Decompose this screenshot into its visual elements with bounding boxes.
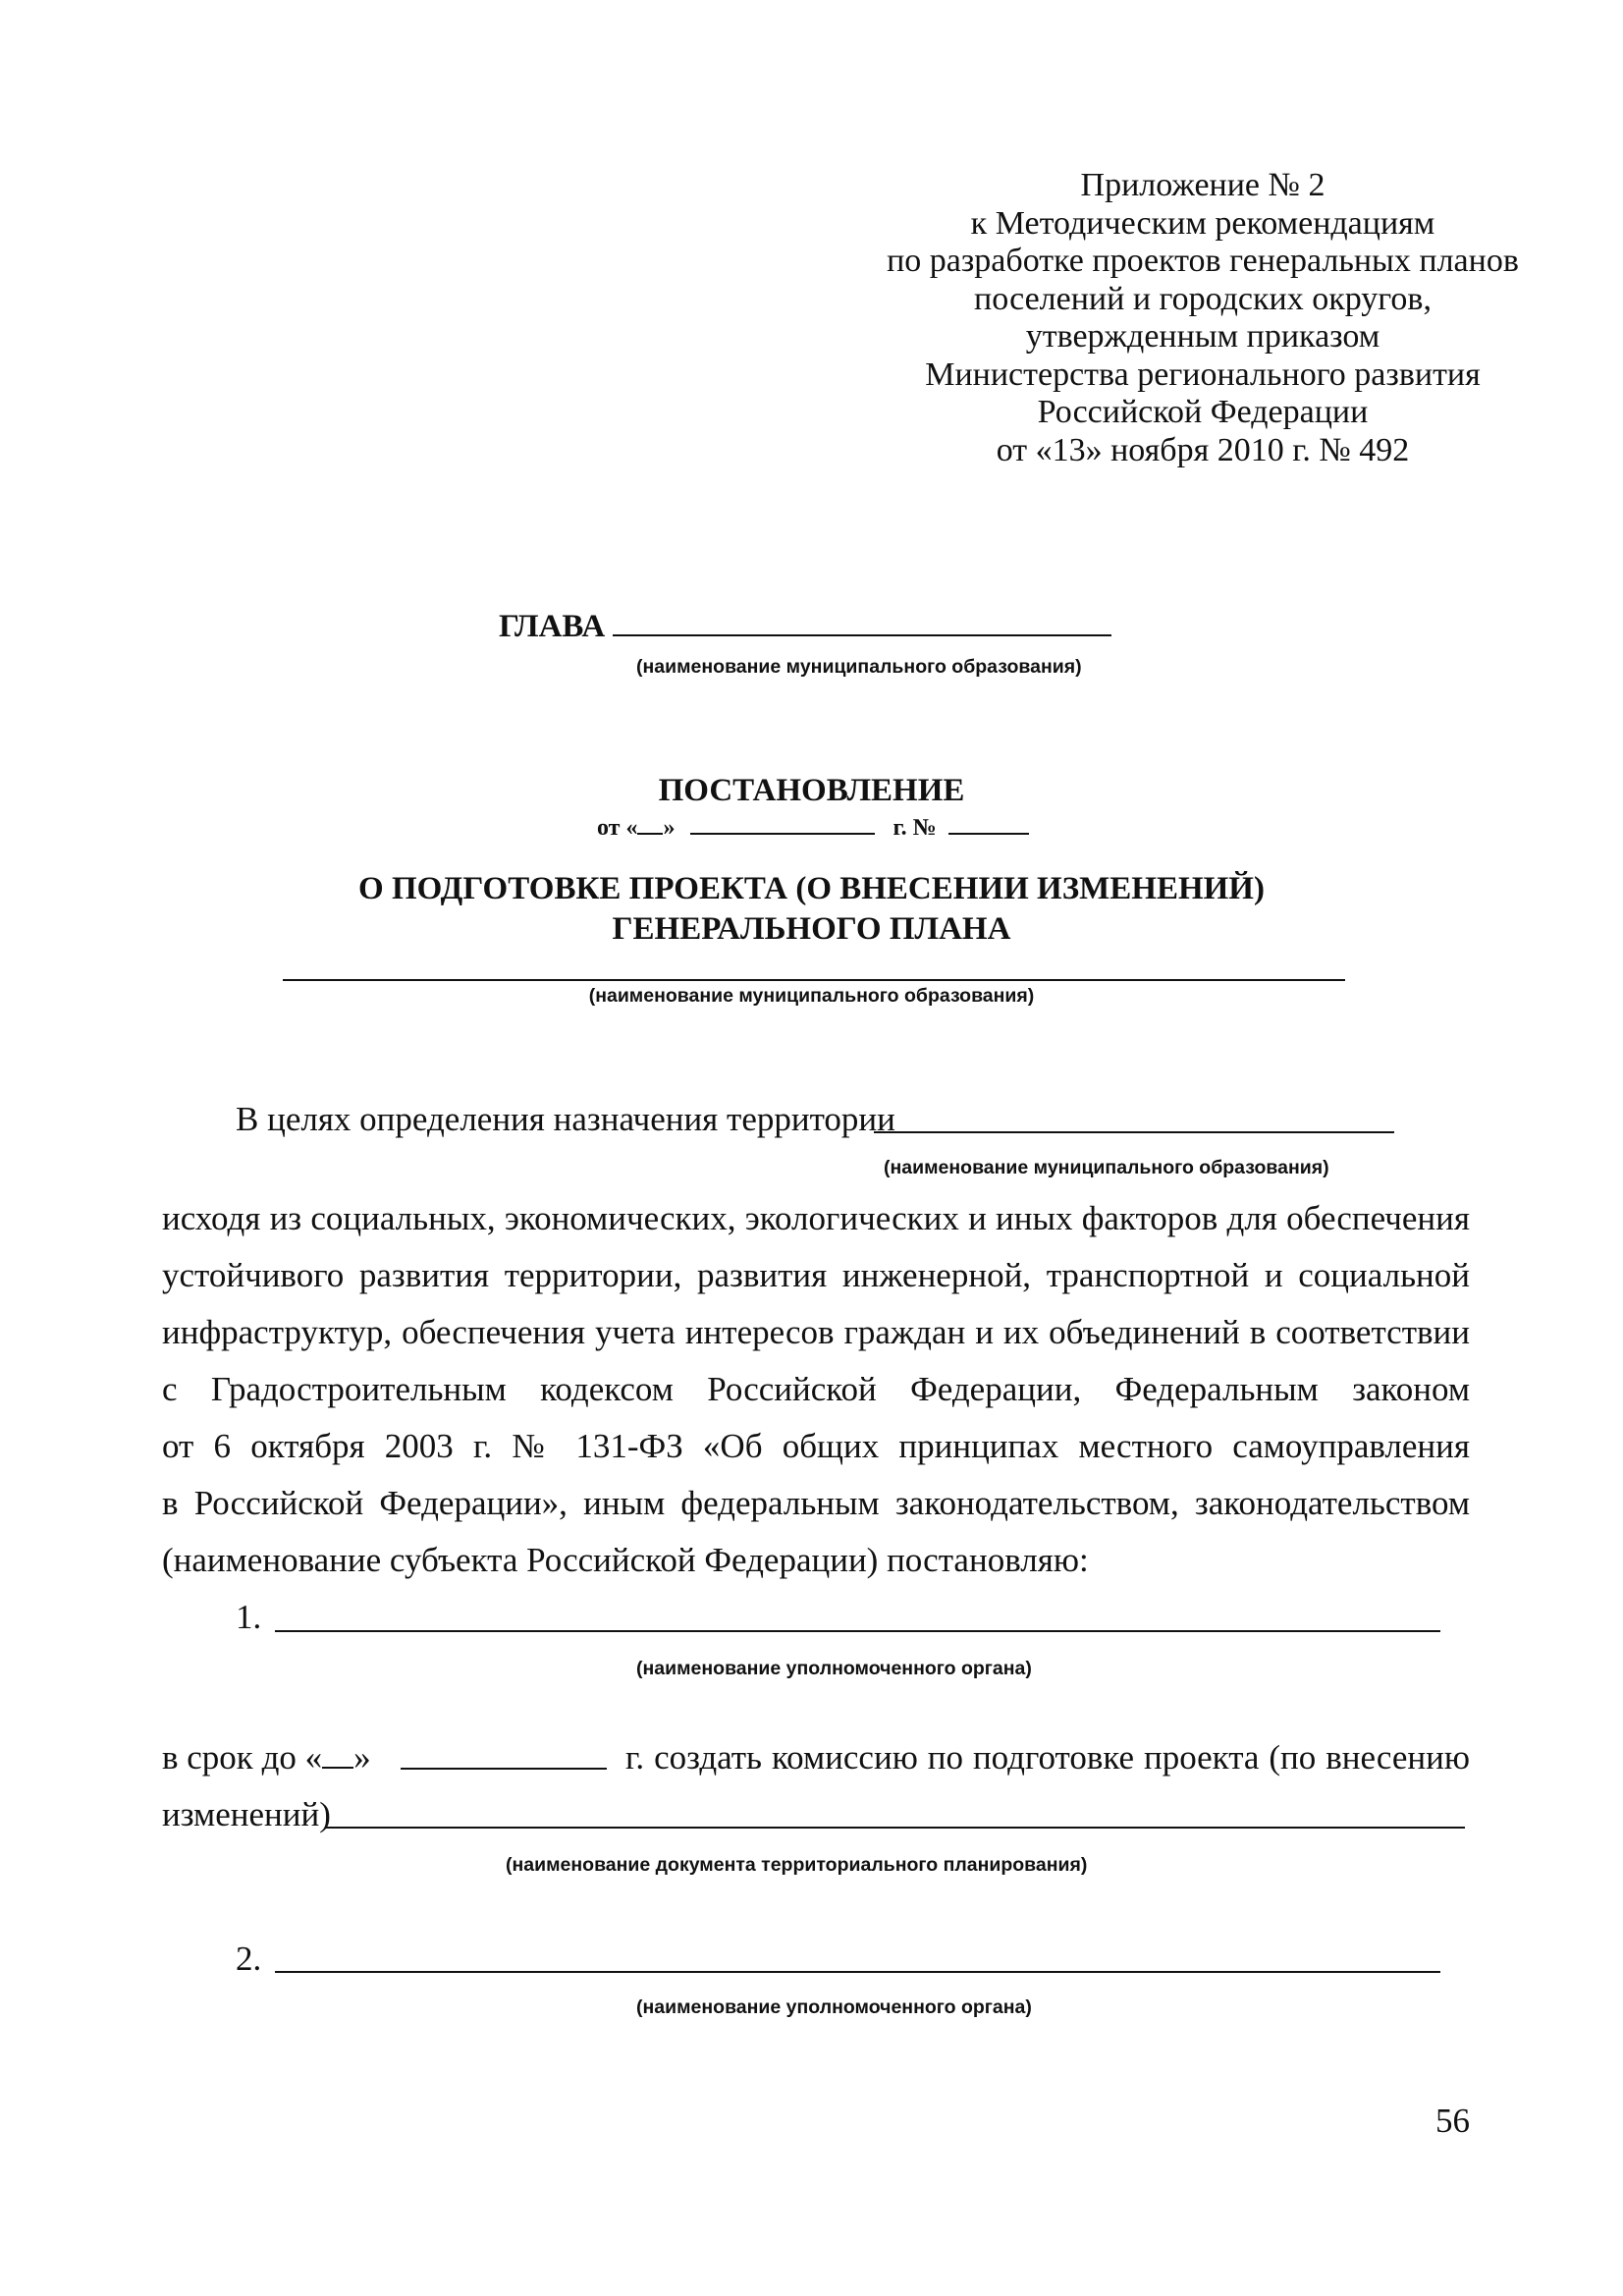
appendix-line-2: к Методическим рекомендациям: [970, 204, 1435, 242]
term-suffix: г. создать комиссию по подготовке проекта (по внесению: [625, 1738, 1470, 1777]
appendix-line-7: Российской Федерации: [1037, 394, 1369, 430]
changes-blank: [326, 1827, 1465, 1829]
term-mid: »: [353, 1738, 371, 1777]
appendix-line-4: поселений и городских округов,: [974, 280, 1432, 317]
appendix-line-6: Министерства регионального развития: [925, 355, 1481, 393]
appendix-line-3: по разработке проектов генеральных планов: [887, 243, 1519, 279]
municipality-blank: [613, 613, 1111, 636]
paragraph-line-2: устойчивого развития территории, развития инженерной, транспортной и социальной: [162, 1256, 1470, 1294]
item-1-blank: [275, 1630, 1440, 1632]
subject-line-2: ГЕНЕРАЛЬНОГО ПЛАНА: [612, 911, 1011, 947]
glava-row: [499, 609, 1111, 645]
date-mid: »: [663, 815, 676, 841]
subject-caption: (наименование муниципального образования): [588, 985, 1035, 1007]
item-2-number: 2.: [236, 1940, 262, 1978]
decree-title: ПОСТАНОВЛЕНИЕ: [658, 773, 965, 808]
date-prefix: от «: [597, 815, 638, 841]
page-number: 56: [1435, 2102, 1470, 2140]
intro-blank: [874, 1131, 1394, 1133]
changes-text: изменений): [162, 1795, 331, 1833]
item-1-caption: (наименование уполномоченного органа): [636, 1658, 1032, 1679]
paragraph-line-6: в Российской Федерации», иным федеральным законодательством, законодательством: [162, 1484, 1470, 1522]
number-label: г. №: [893, 815, 937, 841]
glava-label: ГЛАВА: [499, 609, 606, 644]
appendix-line-8: от «13» ноября 2010 г. № 492: [996, 431, 1410, 468]
month-year-blank: [690, 815, 875, 835]
paragraph-line-5: от 6 октября 2003 г. № 131-ФЗ «Об общих принципах местного самоуправления: [162, 1427, 1470, 1465]
term-month-blank: [401, 1768, 607, 1770]
changes-caption: (наименование документа территориального планирования): [506, 1854, 1088, 1876]
item-2-caption: (наименование уполномоченного органа): [636, 1996, 1032, 2018]
term-row: [162, 1738, 371, 1777]
paragraph-line-7: (наименование субъекта Российской Федерации) постановляю:: [162, 1541, 1089, 1579]
subject-line-1: О ПОДГОТОВКЕ ПРОЕКТА (О ВНЕСЕНИИ ИЗМЕНЕНИЙ): [358, 871, 1265, 906]
day-blank: [637, 815, 663, 835]
paragraph-line-4: с Градостроительным кодексом Российской Федерации, Федеральным законом: [162, 1370, 1470, 1408]
appendix-line-5: утвержденным приказом: [1025, 318, 1380, 355]
number-blank: [948, 815, 1029, 835]
paragraph-line-3: инфраструктур, обеспечения учета интересов граждан и их объединений в соответствии: [162, 1313, 1470, 1351]
item-2-blank: [275, 1971, 1440, 1973]
intro-caption: (наименование муниципального образования): [884, 1157, 1329, 1178]
paragraph-line-1: исходя из социальных, экономических, экологических и иных факторов для обеспечения: [162, 1199, 1470, 1237]
glava-caption: (наименование муниципального образования): [636, 656, 1082, 678]
appendix-block: [805, 167, 1600, 469]
subject-municipality-line: [283, 979, 1345, 981]
date-number-row: [597, 815, 1029, 842]
item-1-number: 1.: [236, 1598, 262, 1636]
appendix-line-1: Приложение № 2: [1080, 167, 1325, 203]
term-prefix: в срок до «: [162, 1738, 323, 1777]
intro-text: В целях определения назначения территории: [236, 1100, 895, 1138]
term-day-blank: [322, 1741, 353, 1769]
